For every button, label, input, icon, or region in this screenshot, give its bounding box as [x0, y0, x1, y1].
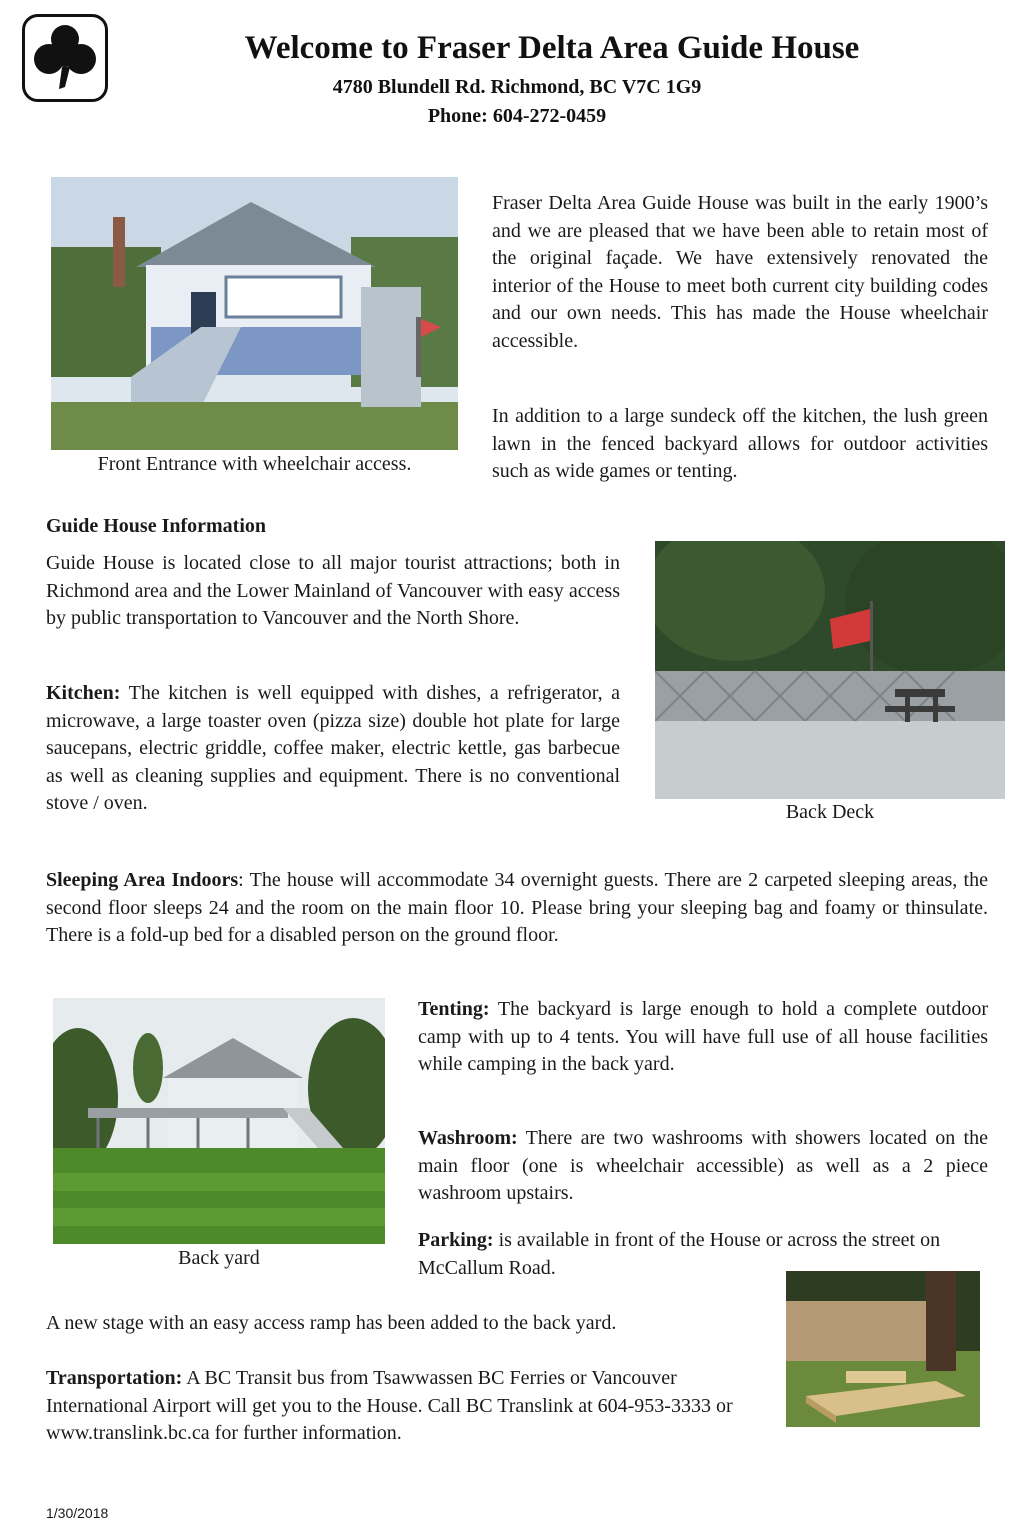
kitchen-paragraph — [46, 680, 620, 818]
parking-label: Parking: — [418, 1229, 494, 1251]
front-entrance-caption: Front Entrance with wheelchair access. — [97, 453, 412, 475]
tenting-paragraph — [418, 996, 988, 1079]
back-yard-photo — [53, 998, 385, 1244]
washroom-text: There are two washrooms with showers located on the main floor (one is wheelchair accessible) as well as a 2 piece washroom upstairs. — [418, 1127, 988, 1204]
transportation-text: A BC Transit bus from Tsawwassen BC Ferries or Vancouver International Airport will get you to the House. Call BC Translink at 604-953-3333 or www.translink.bc.ca for further information. — [46, 1367, 733, 1444]
front-entrance-photo — [51, 177, 458, 450]
page-title: Welcome to Fraser Delta Area Guide House — [244, 30, 860, 66]
intro-paragraph-1: Fraser Delta Area Guide House was built in the early 1900’s and we are pleased that we have been able to retain most of the original façade. We have extensively renovated the interior of the House to meet both current city building codes and our own needs. This has made the House wheelchair accessible. — [492, 192, 988, 352]
phone-number: Phone: 604-272-0459 — [427, 105, 607, 127]
sleeping-paragraph — [46, 867, 988, 950]
footer-date: 1/30/2018 — [46, 1505, 109, 1521]
info-heading: Guide House Information — [46, 515, 267, 537]
info-paragraph: Guide House is located close to all major tourist attractions; both in Richmond area and the Lower Mainland of Vancouver with easy access by public transportation to Vancouver and the North Shore. — [46, 552, 620, 629]
address: 4780 Blundell Rd. Richmond, BC V7C 1G9 — [332, 76, 702, 98]
kitchen-text: The kitchen is well equipped with dishes, a refrigerator, a microwave, a large toaster oven (pizza size) double hot plate for large saucepans, electric griddle, coffee maker, electric kettle, gas barbecue as well as cleaning supplies and equipment. There is no conventional stove / oven. — [46, 682, 620, 814]
intro-paragraph-2: In addition to a large sundeck off the kitchen, the lush green lawn in the fenced backyard allows for outdoor activities such as wide games or tenting. — [492, 405, 988, 482]
stage-photo — [786, 1271, 980, 1427]
transportation-paragraph — [46, 1365, 776, 1448]
tenting-label: Tenting: — [418, 998, 490, 1020]
kitchen-label: Kitchen: — [46, 682, 121, 704]
back-deck-photo — [655, 541, 1005, 799]
washroom-label: Washroom: — [418, 1127, 518, 1149]
back-yard-caption: Back yard — [178, 1247, 260, 1269]
washroom-paragraph — [418, 1125, 988, 1208]
stage-paragraph: A new stage with an easy access ramp has been added to the back yard. — [46, 1312, 617, 1334]
sleeping-label: Sleeping Area Indoors — [46, 869, 239, 891]
parking-text: is available in front of the House or across the street on McCallum Road. — [418, 1229, 941, 1279]
tenting-text: The backyard is large enough to hold a complete outdoor camp with up to 4 tents. You will have full use of all house facilities while camping in the back yard. — [418, 998, 988, 1075]
back-deck-caption: Back Deck — [785, 801, 875, 823]
transportation-label: Transportation: — [46, 1367, 183, 1389]
sleeping-text: : The house will accommodate 34 overnight guests. There are 2 carpeted sleeping areas, the second floor sleeps 24 and the room on the main floor 10. Please bring your sleeping bag and foamy or thinsulate. There is a fold-up bed for a disabled person on the ground floor. — [46, 869, 988, 946]
